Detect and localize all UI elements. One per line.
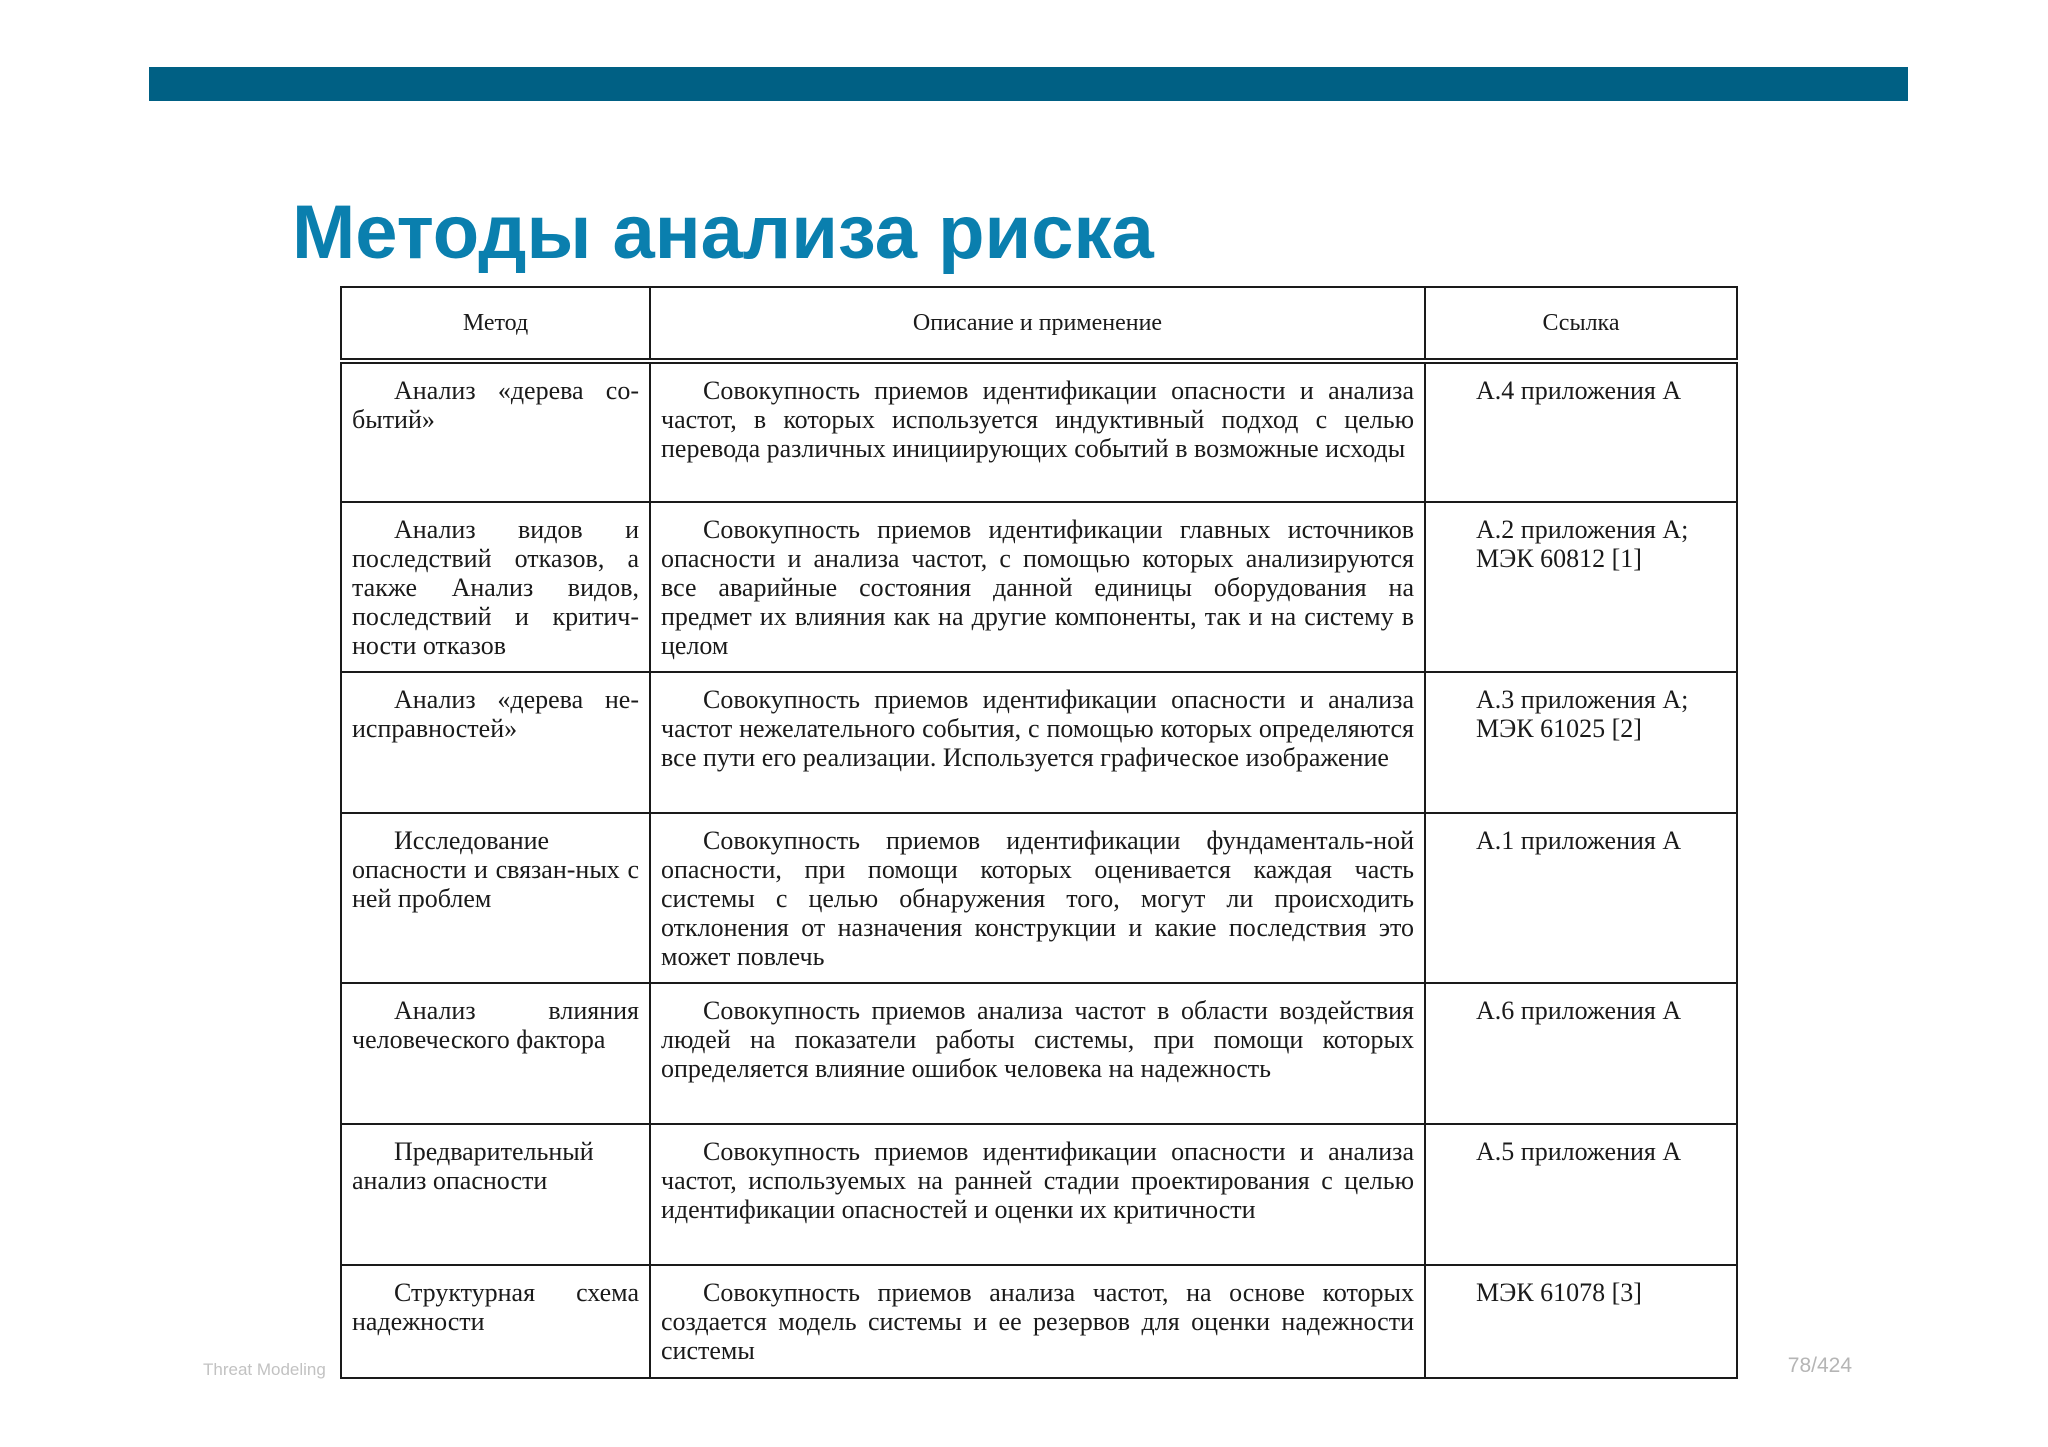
column-header-method: Метод [341,287,650,361]
reference-cell: А.2 приложения А; МЭК 60812 [1] [1425,502,1737,672]
reference-cell: А.6 приложения А [1425,983,1737,1124]
description-cell: Совокупность приемов идентификации опасности и анализа частот нежелательного события, с помощью которых определяются все пути его реализации. Используется графическое изображение [650,672,1425,813]
top-header-bar [149,67,1908,101]
description-cell: Совокупность приемов идентификации фундаменталь-ной опасности, при помощи которых оценивается каждая часть системы с целью обнаружения того, могут ли происходить отклонения от назначения конструкции и какие последствия это может повлечь [650,813,1425,983]
description-cell: Совокупность приемов анализа частот в области воздействия людей на показатели работы системы, при помощи которых определяется влияние ошибок человека на надежность [650,983,1425,1124]
method-cell: Предварительный анализ опасности [341,1124,650,1265]
risk-methods-table [340,286,1738,1379]
column-header-description: Описание и применение [650,287,1425,361]
table-row [341,1265,1737,1378]
table-row [341,361,1737,502]
reference-cell: А.1 приложения А [1425,813,1737,983]
table-row [341,672,1737,813]
method-cell: Анализ «дерева со-бытий» [341,361,650,502]
description-cell: Совокупность приемов идентификации опасности и анализа частот, в которых используется индуктивный подход с целью перевода различных инициирующих событий в возможные исходы [650,361,1425,502]
description-cell: Совокупность приемов анализа частот, на основе которых создается модель системы и ее резервов для оценки надежности системы [650,1265,1425,1378]
table-row [341,813,1737,983]
slide-title: Методы анализа риска [292,190,1154,275]
reference-cell: А.4 приложения А [1425,361,1737,502]
description-cell: Совокупность приемов идентификации опасности и анализа частот, используемых на ранней стадии проектирования с целью идентификации опасностей и оценки их критичности [650,1124,1425,1265]
method-cell: Анализ видов и последствий отказов, а также Анализ видов, последствий и критич-ности отказов [341,502,650,672]
table-row [341,502,1737,672]
page-number: 78/424 [1787,1354,1852,1377]
method-cell: Анализ влияния человеческого фактора [341,983,650,1124]
method-cell: Анализ «дерева не-исправностей» [341,672,650,813]
table-row [341,1124,1737,1265]
method-cell: Исследование опасности и связан-ных с ней проблем [341,813,650,983]
column-header-reference: Ссылка [1425,287,1737,361]
table-header-row [341,287,1737,361]
reference-cell: А.3 приложения А; МЭК 61025 [2] [1425,672,1737,813]
reference-cell: МЭК 61078 [3] [1425,1265,1737,1378]
reference-cell: А.5 приложения А [1425,1124,1737,1265]
description-cell: Совокупность приемов идентификации главных источников опасности и анализа частот, с помощью которых анализируются все аварийные состояния данной единицы оборудования на предмет их влияния как на другие компоненты, так и на систему в целом [650,502,1425,672]
footer-label: Threat Modeling [203,1360,326,1379]
method-cell: Структурная схема надежности [341,1265,650,1378]
table-row [341,983,1737,1124]
